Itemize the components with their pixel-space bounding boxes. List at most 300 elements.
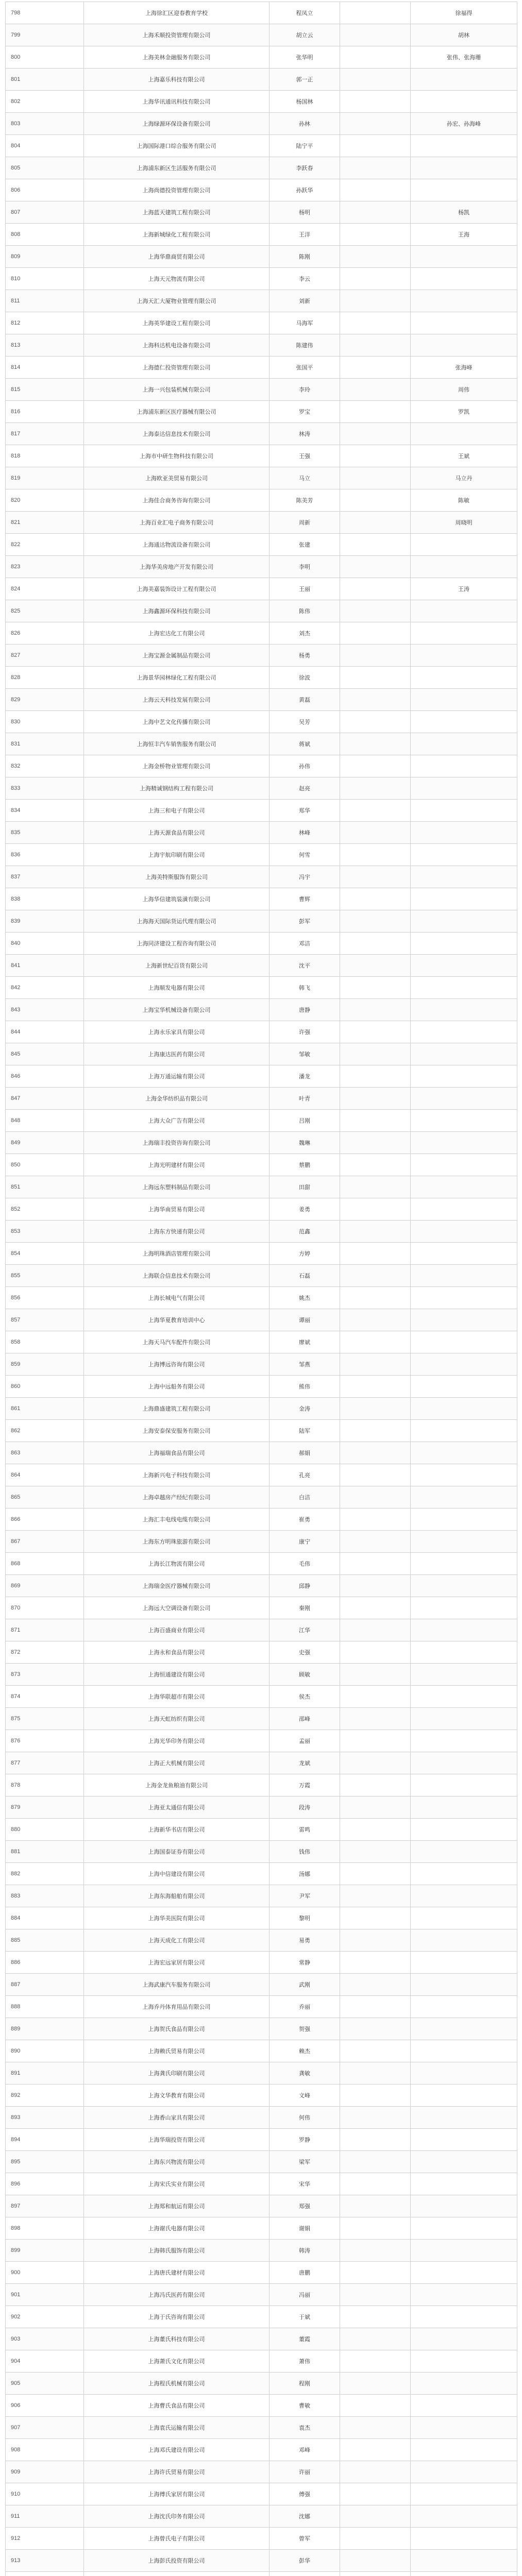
company-name-cell: 上海美嘉装饰设计工程有限公司 [84,578,270,600]
partner-names-cell: 胡林 [411,24,517,46]
row-number-cell: 838 [6,888,84,910]
extra-name-cell [340,2129,411,2151]
table-row [6,1265,517,1287]
extra-name-cell [340,401,411,423]
partner-names-cell [411,534,517,556]
contact-name-cell: 郝娟 [270,1442,340,1464]
table-row [6,2417,517,2439]
contact-name-cell: 梁军 [270,2151,340,2173]
row-number-cell: 851 [6,1176,84,1198]
partner-names-cell [411,711,517,733]
company-name-cell: 上海远东塑料制品有限公司 [84,1176,270,1198]
partner-names-cell [411,999,517,1021]
contact-name-cell: 江华 [270,1619,340,1641]
partner-names-cell [411,1221,517,1243]
extra-name-cell [340,2528,411,2550]
company-name-cell: 上海宋氏实业有限公司 [84,2173,270,2195]
table-row [6,2040,517,2062]
table-row [6,1819,517,1841]
table-row [6,645,517,667]
row-number-cell: 863 [6,1442,84,1464]
company-name-cell: 上海天马汽车配件有限公司 [84,1331,270,1353]
contact-name-cell: 武刚 [270,1974,340,1996]
extra-name-cell [340,423,411,445]
table-row [6,600,517,622]
extra-name-cell [340,622,411,645]
partner-names-cell [411,2217,517,2240]
extra-name-cell [340,689,411,711]
contact-name-cell: 刘新 [270,290,340,312]
partner-names-cell [411,1907,517,1929]
extra-name-cell [340,733,411,755]
extra-name-cell [340,667,411,689]
contact-name-cell: 陈伟 [270,600,340,622]
table-row [6,135,517,157]
row-number-cell: 833 [6,777,84,800]
table-row [6,379,517,401]
row-number-cell: 903 [6,2328,84,2350]
partner-names-cell [411,689,517,711]
table-row [6,1132,517,1154]
extra-name-cell [340,645,411,667]
contact-name-cell: 贺强 [270,2018,340,2040]
partner-names-cell [411,1420,517,1442]
table-row [6,1929,517,1952]
table-row [6,69,517,91]
table-row [6,2284,517,2306]
partner-names-cell: 陈敏 [411,489,517,512]
contact-name-cell: 萧伟 [270,2350,340,2372]
company-name-cell [84,2572,270,2576]
extra-name-cell [340,1021,411,1043]
row-number-cell: 836 [6,844,84,866]
table-row [6,1309,517,1331]
table-row [6,2,517,24]
row-number-cell: 869 [6,1575,84,1597]
contact-name-cell: 冯丽 [270,2284,340,2306]
extra-name-cell [340,1863,411,1885]
extra-name-cell [340,512,411,534]
extra-name-cell [340,2417,411,2439]
partner-names-cell [411,1885,517,1907]
company-name-cell: 上海大众广告有限公司 [84,1110,270,1132]
company-name-cell: 上海宇航印刷有限公司 [84,844,270,866]
extra-name-cell [340,2350,411,2372]
company-name-cell: 上海恒丰汽车销售服务有限公司 [84,733,270,755]
row-number-cell: 871 [6,1619,84,1641]
extra-name-cell [340,157,411,179]
extra-name-cell [340,800,411,822]
company-name-cell: 上海嘉乐科技有限公司 [84,69,270,91]
extra-name-cell [340,1331,411,1353]
partner-names-cell [411,622,517,645]
contact-name-cell: 林涛 [270,423,340,445]
row-number-cell: 824 [6,578,84,600]
partner-names-cell [411,2417,517,2439]
row-number-cell: 862 [6,1420,84,1442]
extra-name-cell [340,1176,411,1198]
contact-name-cell: 唐静 [270,999,340,1021]
table-row [6,2306,517,2328]
contact-name-cell: 钱伟 [270,1841,340,1863]
company-name-cell: 上海康达医药有限公司 [84,1043,270,1065]
extra-name-cell [340,1065,411,1088]
contact-name-cell: 宋华 [270,2173,340,2195]
extra-name-cell [340,2461,411,2483]
partner-names-cell [411,933,517,955]
company-name-cell: 上海龚氏印刷有限公司 [84,2062,270,2084]
table-row [6,1420,517,1442]
extra-name-cell [340,866,411,888]
row-number-cell: 875 [6,1708,84,1730]
company-name-cell: 上海贺氏食品有限公司 [84,2018,270,2040]
table-row [6,1708,517,1730]
contact-name-cell: 易勇 [270,1929,340,1952]
partner-names-cell: 罗凯 [411,401,517,423]
row-number-cell: 890 [6,2040,84,2062]
contact-name-cell: 石磊 [270,1265,340,1287]
partner-names-cell [411,888,517,910]
company-name-cell: 上海永和食品有限公司 [84,1641,270,1664]
partner-names-cell [411,1863,517,1885]
extra-name-cell [340,1619,411,1641]
row-number-cell: 900 [6,2262,84,2284]
extra-name-cell [340,1885,411,1907]
table-row [6,977,517,999]
partner-names-cell [411,955,517,977]
contact-name-cell: 白洁 [270,1486,340,1509]
contact-name-cell: 周新 [270,512,340,534]
partner-names-cell [411,1243,517,1265]
extra-name-cell [340,1575,411,1597]
extra-name-cell [340,822,411,844]
extra-name-cell [340,844,411,866]
table-row [6,1110,517,1132]
company-name-cell: 上海新华书店有限公司 [84,1819,270,1841]
extra-name-cell [340,1686,411,1708]
contact-name-cell: 林峰 [270,822,340,844]
extra-name-cell [340,69,411,91]
partner-names-cell [411,2328,517,2350]
contact-name-cell: 范鑫 [270,1221,340,1243]
contact-name-cell: 罗宝 [270,401,340,423]
partner-names-cell [411,1309,517,1331]
company-name-cell: 上海国泰证券有限公司 [84,1841,270,1863]
extra-name-cell [340,2483,411,2505]
contact-name-cell: 董霞 [270,2328,340,2350]
company-name-cell: 上海徐汇区迎春教育学校 [84,2,270,24]
row-number-cell: 815 [6,379,84,401]
partner-names-cell [411,600,517,622]
table-row [6,1243,517,1265]
extra-name-cell [340,1486,411,1509]
extra-name-cell [340,755,411,777]
contact-name-cell: 李跃春 [270,157,340,179]
company-name-cell: 上海泰达信息技术有限公司 [84,423,270,445]
partner-names-cell [411,1043,517,1065]
contact-name-cell: 韩飞 [270,977,340,999]
row-number-cell: 878 [6,1774,84,1797]
row-number-cell: 908 [6,2439,84,2461]
company-name-cell: 上海汇丰电线电缆有限公司 [84,1509,270,1531]
contact-name-cell: 王丽 [270,578,340,600]
partner-names-cell [411,1442,517,1464]
contact-name-cell: 蔡鹏 [270,1154,340,1176]
row-number-cell: 912 [6,2528,84,2550]
row-number-cell: 881 [6,1841,84,1863]
table-row [6,467,517,489]
row-number-cell: 857 [6,1309,84,1331]
contact-name-cell: 郑华 [270,800,340,822]
extra-name-cell [340,268,411,290]
contact-name-cell: 叶青 [270,1088,340,1110]
company-name-cell: 上海通达物流设备有限公司 [84,534,270,556]
company-name-cell: 上海海天国际货运代理有限公司 [84,910,270,933]
table-row [6,2173,517,2195]
table-row [6,24,517,46]
partner-names-cell [411,800,517,822]
partner-names-cell: 孙宏、孙海峰 [411,113,517,135]
partner-names-cell [411,268,517,290]
partner-names-cell [411,91,517,113]
row-number-cell: 880 [6,1819,84,1841]
partner-names-cell [411,157,517,179]
partner-names-cell [411,1797,517,1819]
company-name-cell: 上海东方快递有限公司 [84,1221,270,1243]
table-row [6,489,517,512]
partner-names-cell [411,1752,517,1774]
partner-names-cell [411,2062,517,2084]
partner-names-cell [411,2018,517,2040]
company-name-cell: 上海华信建筑装潢有限公司 [84,888,270,910]
company-name-cell: 上海袁氏运输有限公司 [84,2417,270,2439]
company-name-cell: 上海华联超市有限公司 [84,1686,270,1708]
partner-names-cell [411,1553,517,1575]
extra-name-cell [340,312,411,334]
row-number-cell: 805 [6,157,84,179]
extra-name-cell [340,46,411,69]
contact-name-cell: 邹燕 [270,1353,340,1376]
company-name-cell: 上海华夏教育培训中心 [84,1309,270,1331]
row-number-cell: 843 [6,999,84,1021]
row-number-cell: 872 [6,1641,84,1664]
partner-names-cell [411,1664,517,1686]
row-number-cell: 893 [6,2107,84,2129]
contact-name-cell: 张建 [270,534,340,556]
row-number-cell: 913 [6,2550,84,2572]
table-row [6,2372,517,2395]
company-name-cell: 上海浦东新区生活服务有限公司 [84,157,270,179]
extra-name-cell [340,246,411,268]
contact-name-cell: 顾敏 [270,1664,340,1686]
extra-name-cell [340,445,411,467]
contact-name-cell: 常静 [270,1952,340,1974]
partner-names-cell [411,1708,517,1730]
table-row [6,1664,517,1686]
contact-name-cell: 孔亮 [270,1464,340,1486]
partner-names-cell: 王斌 [411,445,517,467]
extra-name-cell [340,179,411,201]
extra-name-cell [340,1420,411,1442]
extra-name-cell [340,1509,411,1531]
company-name-cell: 上海武康汽车服务有限公司 [84,1974,270,1996]
contact-name-cell: 吴芳 [270,711,340,733]
contact-name-cell: 彭华 [270,2550,340,2572]
row-number-cell [6,2572,84,2576]
company-name-cell: 上海英华建设工程有限公司 [84,312,270,334]
partner-names-cell [411,179,517,201]
company-name-cell: 上海博远咨询有限公司 [84,1353,270,1376]
row-number-cell: 823 [6,556,84,578]
row-number-cell: 911 [6,2505,84,2528]
row-number-cell: 901 [6,2284,84,2306]
partner-names-cell [411,1265,517,1287]
row-number-cell: 873 [6,1664,84,1686]
company-name-cell: 上海景华园林绿化工程有限公司 [84,667,270,689]
row-number-cell: 808 [6,224,84,246]
company-name-cell: 上海远大空调设备有限公司 [84,1597,270,1619]
table-row [6,1088,517,1110]
extra-name-cell [340,955,411,977]
contact-name-cell: 崔勇 [270,1509,340,1531]
table-row [6,2217,517,2240]
partner-names-cell [411,2195,517,2217]
partner-names-cell [411,2173,517,2195]
company-name-cell: 上海程氏机械有限公司 [84,2372,270,2395]
extra-name-cell [340,2018,411,2040]
contact-name-cell: 李明 [270,556,340,578]
table-row [6,1021,517,1043]
company-name-cell: 上海沈氏印务有限公司 [84,2505,270,2528]
partner-names-cell: 王海 [411,224,517,246]
contact-name-cell: 邵峰 [270,1708,340,1730]
row-number-cell: 865 [6,1486,84,1509]
company-name-cell: 上海傅氏家居有限公司 [84,2483,270,2505]
extra-name-cell [340,1774,411,1797]
company-name-cell: 上海中艺文化传播有限公司 [84,711,270,733]
row-number-cell: 896 [6,2173,84,2195]
contact-name-cell: 赖杰 [270,2040,340,2062]
extra-name-cell [340,135,411,157]
table-row [6,1198,517,1221]
company-name-cell: 上海乔丹体育用品有限公司 [84,1996,270,2018]
extra-name-cell [340,1553,411,1575]
contact-name-cell: 邱静 [270,1575,340,1597]
extra-name-cell [340,910,411,933]
extra-name-cell [340,1974,411,1996]
contact-name-cell: 姚杰 [270,1287,340,1309]
partner-names-cell: 杨凯 [411,201,517,224]
partner-names-cell: 周伟 [411,379,517,401]
partner-names-cell [411,2084,517,2107]
company-name-cell: 上海宏达化工有限公司 [84,622,270,645]
contact-name-cell: 段涛 [270,1797,340,1819]
row-number-cell: 876 [6,1730,84,1752]
extra-name-cell [340,489,411,512]
extra-name-cell [340,2372,411,2395]
table-row [6,888,517,910]
row-number-cell: 817 [6,423,84,445]
extra-name-cell [340,1398,411,1420]
table-row [6,1464,517,1486]
table-row [6,113,517,135]
extra-name-cell [340,711,411,733]
contact-name-cell: 熊伟 [270,1376,340,1398]
extra-name-cell [340,534,411,556]
partner-names-cell: 马立丹 [411,467,517,489]
extra-name-cell [340,2284,411,2306]
row-number-cell: 902 [6,2306,84,2328]
row-number-cell: 906 [6,2395,84,2417]
contact-name-cell: 谭丽 [270,1309,340,1331]
company-name-cell: 上海美特斯服饰有限公司 [84,866,270,888]
company-name-cell: 上海顺发电器有限公司 [84,977,270,999]
table-row [6,1996,517,2018]
row-number-cell: 883 [6,1885,84,1907]
partner-names-cell [411,2372,517,2395]
extra-name-cell [340,2151,411,2173]
contact-name-cell: 傅强 [270,2483,340,2505]
partner-names-cell [411,1287,517,1309]
company-name-cell: 上海天源食品有限公司 [84,822,270,844]
row-number-cell: 859 [6,1353,84,1376]
extra-name-cell [340,91,411,113]
extra-name-cell [340,24,411,46]
company-name-cell: 上海欧亚美贸易有限公司 [84,467,270,489]
extra-name-cell [340,933,411,955]
row-number-cell: 831 [6,733,84,755]
company-name-cell: 上海宝源金属制品有限公司 [84,645,270,667]
contact-name-cell: 冯宇 [270,866,340,888]
extra-name-cell [340,1819,411,1841]
contact-name-cell: 姜勇 [270,1198,340,1221]
row-number-cell: 849 [6,1132,84,1154]
extra-name-cell [340,1531,411,1553]
company-name-cell: 上海郑和航运有限公司 [84,2195,270,2217]
row-number-cell: 804 [6,135,84,157]
partner-names-cell [411,1952,517,1974]
table-row [6,2550,517,2572]
table-row [6,1686,517,1708]
partner-names-cell [411,2151,517,2173]
partner-names-cell [411,246,517,268]
extra-name-cell [340,290,411,312]
contact-name-cell: 袁杰 [270,2417,340,2439]
table-row [6,955,517,977]
contact-name-cell: 许丽 [270,2461,340,2483]
partner-names-cell: 张海峰 [411,357,517,379]
row-number-cell: 909 [6,2461,84,2483]
partner-names-cell [411,334,517,357]
table-row [6,2240,517,2262]
contact-name-cell: 王洋 [270,224,340,246]
extra-name-cell [340,224,411,246]
contact-name-cell: 陈美芳 [270,489,340,512]
table-row [6,2062,517,2084]
company-name-cell: 上海鼎盛建筑工程有限公司 [84,1398,270,1420]
partner-names-cell [411,1619,517,1641]
contact-name-cell: 黎明 [270,1907,340,1929]
extra-name-cell [340,1841,411,1863]
contact-name-cell: 蒋斌 [270,733,340,755]
row-number-cell: 905 [6,2372,84,2395]
partner-names-cell: 王涛 [411,578,517,600]
contact-name-cell: 张华明 [270,46,340,69]
company-name-cell: 上海彭氏投资有限公司 [84,2550,270,2572]
row-number-cell: 821 [6,512,84,534]
contact-name-cell: 吕刚 [270,1110,340,1132]
extra-name-cell [340,1154,411,1176]
